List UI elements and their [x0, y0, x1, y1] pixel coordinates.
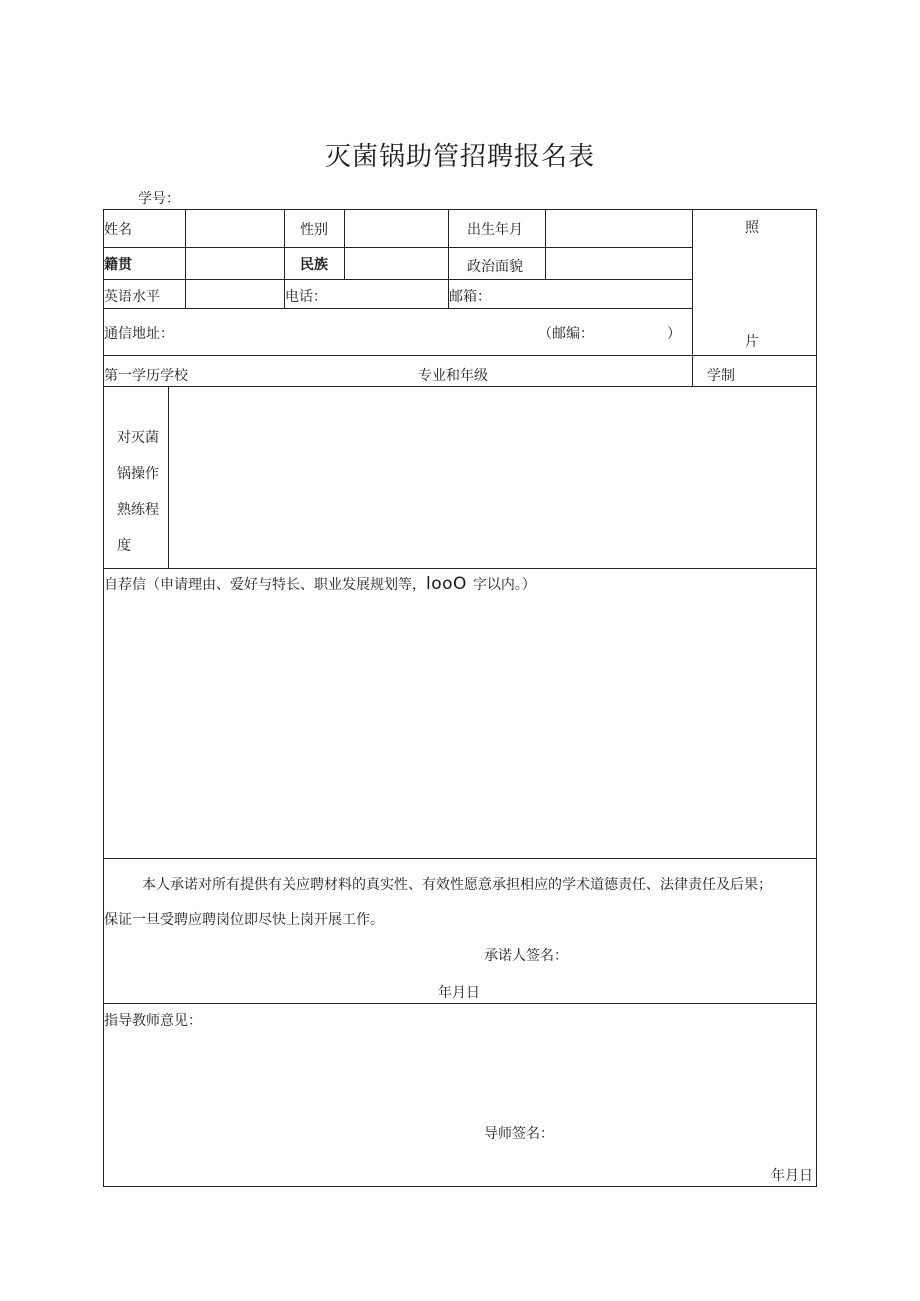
- column-divider: [545, 209, 546, 279]
- column-divider: [168, 386, 169, 568]
- name-label: 姓名: [104, 222, 132, 238]
- form-title: 灭菌锅助管招聘报名表: [324, 142, 595, 172]
- study-duration-label: 学制: [707, 368, 735, 384]
- postcode-label: （邮编：: [538, 326, 594, 342]
- sterilizer-proficiency-label: [117, 420, 167, 564]
- email-label: 邮箱：: [449, 289, 491, 305]
- row-divider: [103, 308, 692, 309]
- self-recommendation-suffix: 字以内。）: [472, 577, 536, 593]
- photo-label-top: 照: [745, 220, 759, 236]
- word-limit-number: looO: [426, 574, 467, 594]
- advisor-date-label: 年月日: [771, 1168, 813, 1184]
- self-recommendation-label: [104, 575, 536, 594]
- row-divider: [103, 386, 817, 387]
- major-grade-label: 专业和年级: [418, 368, 488, 384]
- gender-label: 性别: [300, 222, 328, 238]
- row-divider: [103, 247, 692, 248]
- row-divider: [103, 1003, 817, 1004]
- english-level-label: 英语水平: [104, 289, 160, 305]
- first-degree-school-label: 第一学历学校: [104, 368, 188, 384]
- proficiency-line: 锅操作: [117, 466, 159, 482]
- pledge-text-line1: 本人承诺对所有提供有关应聘材料的真实性、有效性愿意承担相应的学术道德责任、法律责任及后果；: [142, 877, 772, 893]
- postcode-close-paren: ）: [667, 326, 681, 342]
- advisor-opinion-label: 指导教师意见：: [104, 1013, 202, 1029]
- row-divider: [103, 568, 817, 569]
- self-recommendation-prefix: 自荐信（申请理由、爱好与特长、职业发展规划等，: [104, 577, 426, 593]
- column-divider: [344, 209, 345, 279]
- student-id-label: 学号：: [138, 191, 180, 207]
- column-divider: [692, 209, 693, 386]
- political-status-label: 政治面貌: [467, 259, 523, 275]
- row-divider: [103, 355, 817, 356]
- photo-label-bottom: 片: [745, 334, 759, 350]
- pledger-signature-label: 承诺人签名：: [484, 948, 568, 964]
- pledge-date-label: 年月日: [438, 985, 480, 1001]
- proficiency-line: 熟练程: [117, 502, 159, 518]
- row-divider: [103, 279, 692, 280]
- birth-date-label: 出生年月: [467, 222, 523, 238]
- address-label: 通信地址：: [104, 326, 174, 342]
- advisor-signature-label: 导师签名：: [484, 1126, 554, 1142]
- proficiency-line: 度: [117, 538, 131, 554]
- pledge-text-line2: 保证一旦受聘应聘岗位即尽快上岗开展工作。: [104, 912, 384, 928]
- proficiency-line: 对灭菌: [117, 430, 159, 446]
- column-divider: [185, 209, 186, 308]
- row-divider: [103, 858, 817, 859]
- ethnicity-label: 民族: [300, 257, 328, 273]
- phone-label: 电话：: [285, 289, 327, 305]
- native-place-label: 籍贯: [104, 257, 132, 273]
